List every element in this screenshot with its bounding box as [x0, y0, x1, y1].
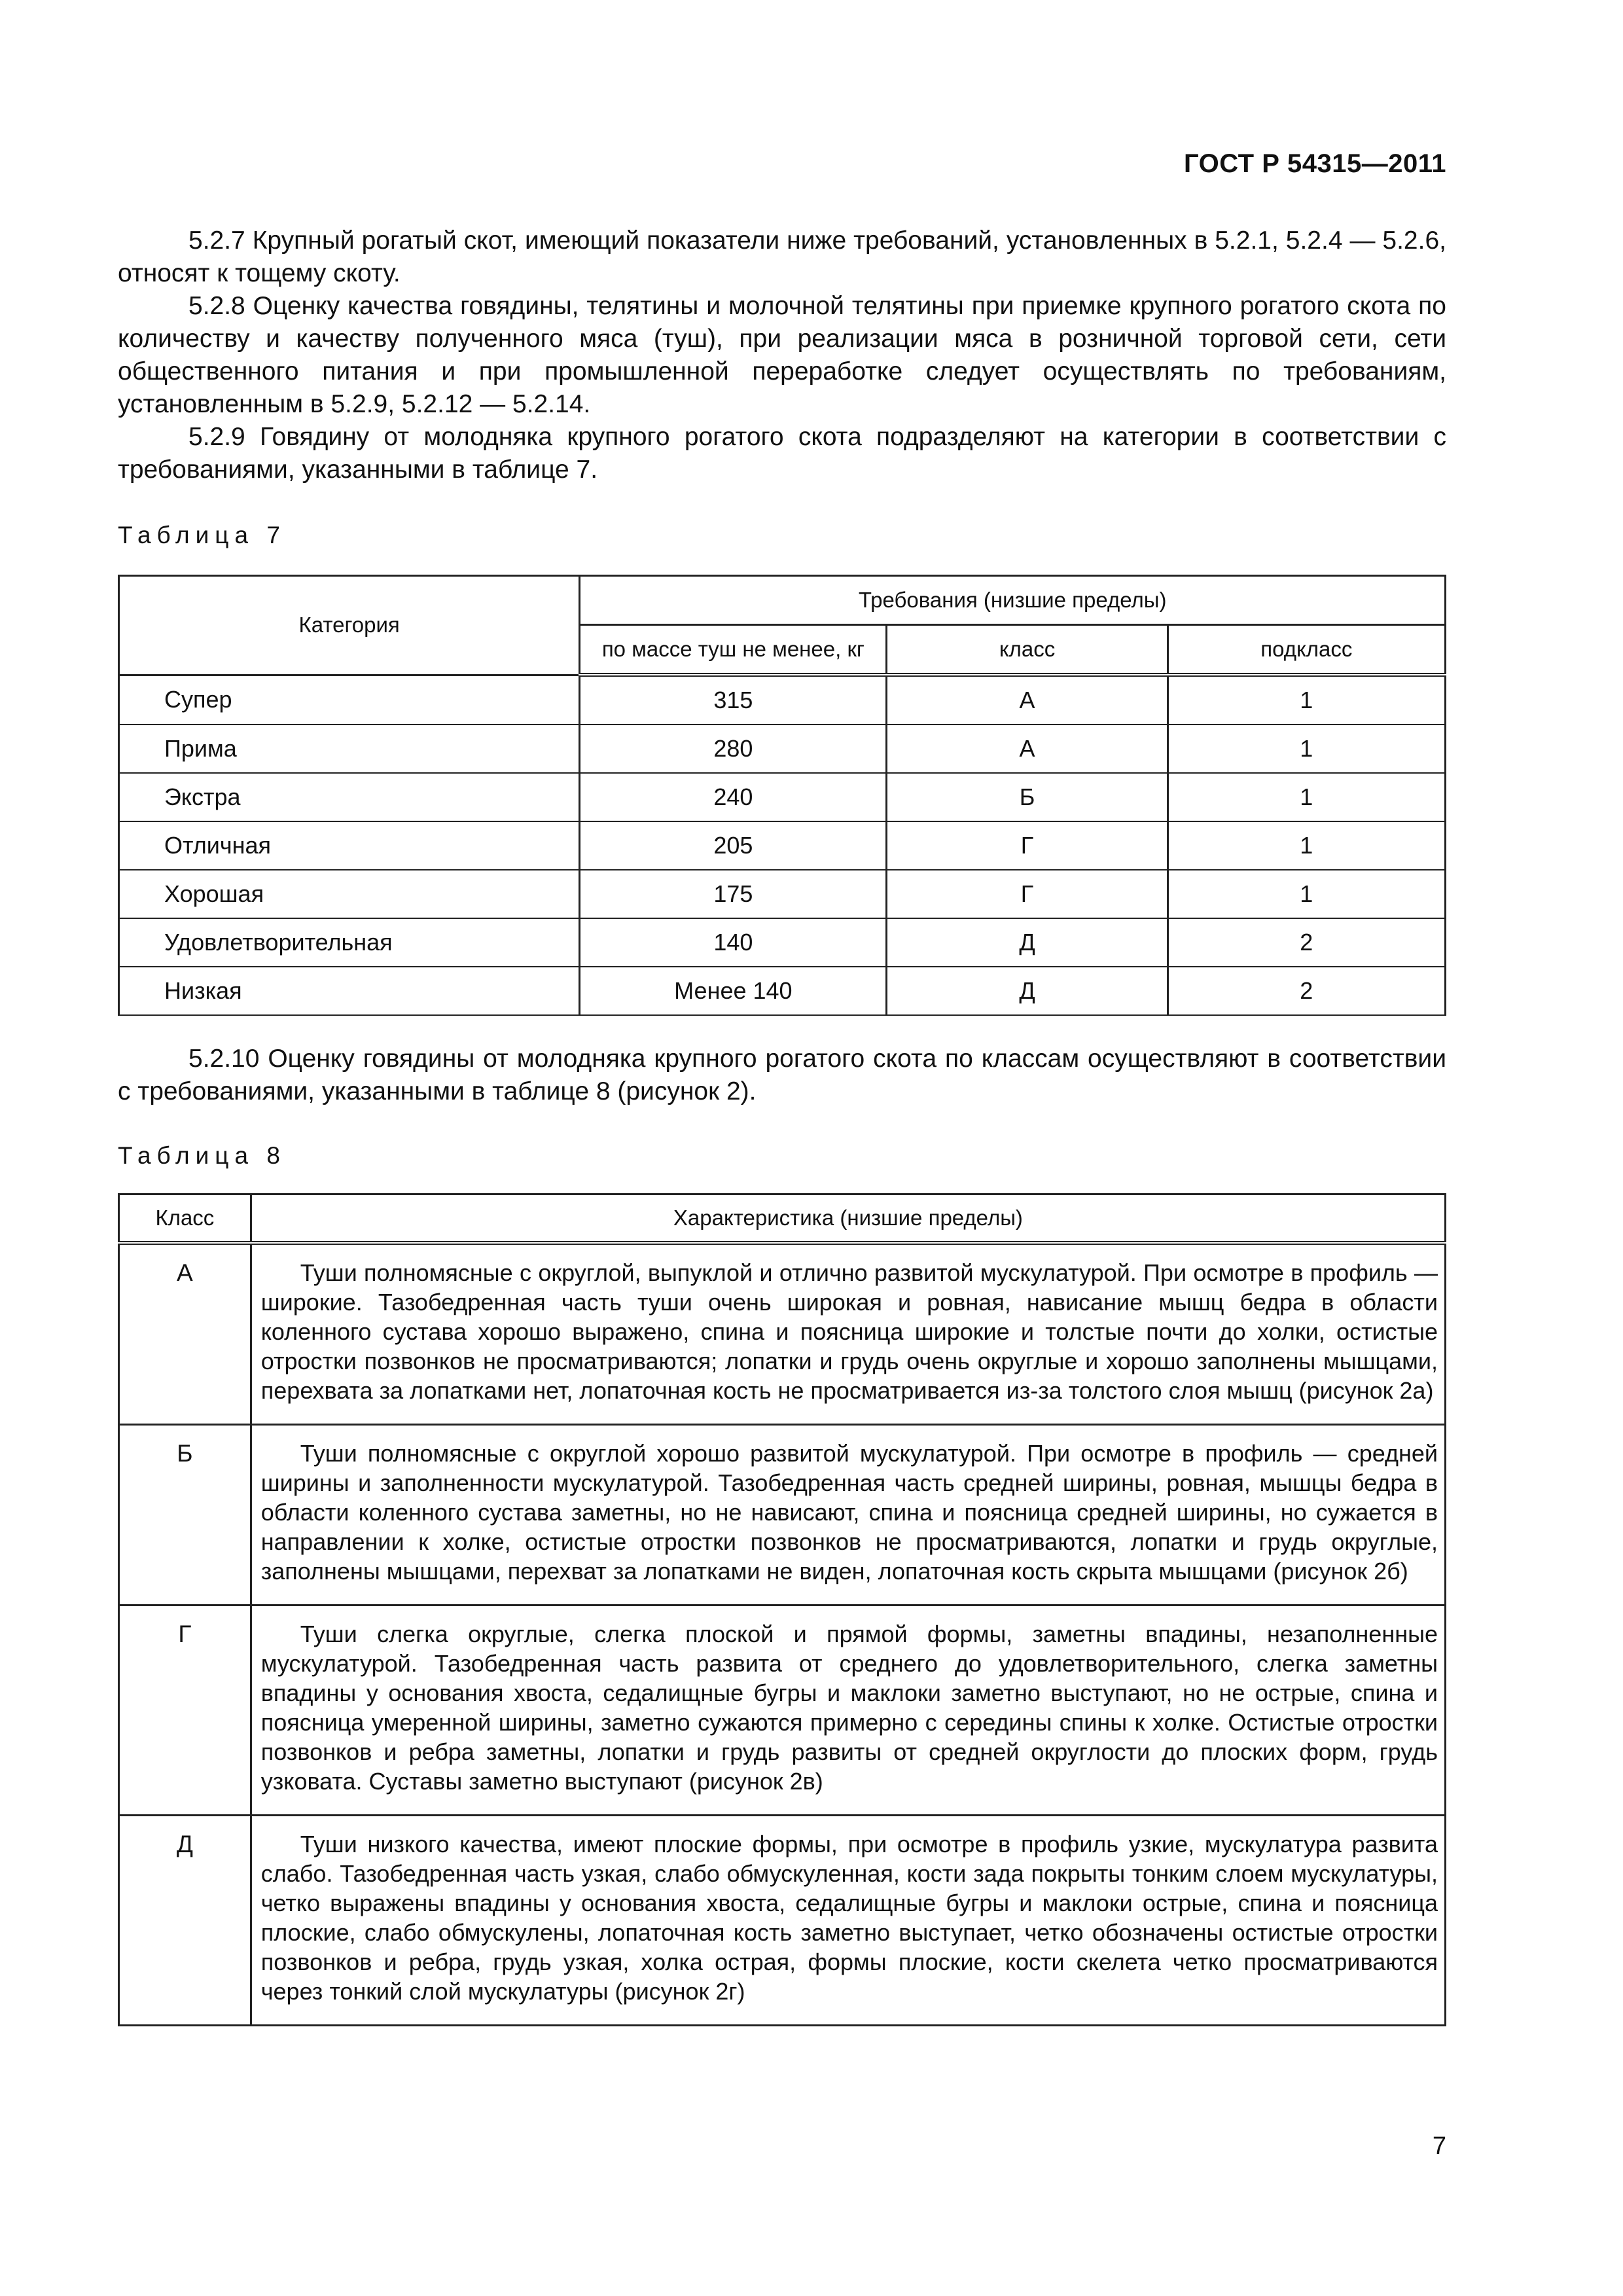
category-cell: Прима [119, 725, 580, 773]
class-cell: А [887, 675, 1168, 725]
characteristic-cell: Туши полномясные с округлой, выпуклой и отлично развитой мускулатурой. При осмотре в профиль — широкие. Тазобедренная часть туши очень широкая и ровная, нависание мышц бедра в области коленного сустава хорошо выражено, спина и поясница широкие и толстые почти до холки, остистые отростки позвонков не просматриваются; лопатки и грудь очень округлые и хорошо заполнены мышцами, перехвата за лопатками нет, лопаточная кость не просматривается из-за толстого слоя мышц (рисунок 2а) [251, 1243, 1445, 1425]
table-row [119, 1425, 1446, 1605]
paragraph-5-2-8: 5.2.8 Оценку качества говядины, телятины и молочной телятины при приемке крупного рогатого скота по количеству и качеству полученного мяса (туш), при реализации мяса в розничной торговой сети, сети общественного питания и при промышленной переработке следует осуществлять по требованиям, установленным в 5.2.9, 5.2.12 — 5.2.14. [118, 292, 1446, 418]
paragraph-5-2-9: 5.2.9 Говядину от молодняка крупного рогатого скота подразделяют на категории в соответствии с требованиями, указанными в таблице 7. [118, 423, 1446, 484]
category-cell: Супер [119, 675, 580, 725]
table-row [119, 725, 1446, 773]
table-7-header-mass: по массе туш не менее, кг [580, 625, 887, 675]
class-cell: А [887, 725, 1168, 773]
table-row [119, 1816, 1446, 2026]
subclass-cell: 2 [1168, 967, 1445, 1015]
table-8-header-class: Класс [119, 1194, 251, 1244]
subclass-cell: 1 [1168, 725, 1445, 773]
body-text-mid [118, 1043, 1446, 1108]
subclass-cell: 1 [1168, 821, 1445, 870]
page-number: 7 [1432, 2132, 1446, 2160]
category-cell: Отличная [119, 821, 580, 870]
category-cell: Хорошая [119, 870, 580, 918]
paragraph-5-2-10: 5.2.10 Оценку говядины от молодняка крупного рогатого скота по классам осуществляют в соответствии с требованиями, указанными в таблице 8 (рисунок 2). [118, 1045, 1446, 1105]
mass-cell: 315 [580, 675, 887, 725]
class-cell: Г [887, 821, 1168, 870]
mass-cell: 140 [580, 918, 887, 967]
table-row [119, 821, 1446, 870]
category-cell: Экстра [119, 773, 580, 821]
table-7-caption: Таблица 7 [118, 522, 286, 548]
table-row [119, 918, 1446, 967]
mass-cell: 175 [580, 870, 887, 918]
class-cell: Д [887, 918, 1168, 967]
table-8 [118, 1193, 1446, 2026]
table-7-header-requirements: Требования (низшие пределы) [580, 576, 1446, 625]
mass-cell: 280 [580, 725, 887, 773]
characteristic-cell: Туши полномясные с округлой хорошо развитой мускулатурой. При осмотре в профиль — средней ширины и заполненности мускулатурой. Тазобедренная часть средней ширины, ровная, мышцы бедра в области коленного сустава заметны, но не нависают, спина и поясница средней ширины, но сужается в направлении к холке, остистые отростки позвонков не просматриваются, лопатки и грудь округлые, заполнены мышцами, перехват за лопатками не виден, лопаточная кость скрыта мышцами (рисунок 2б) [251, 1425, 1445, 1605]
table-7-header-subclass: подкласс [1168, 625, 1445, 675]
table-7-header-category: Категория [119, 576, 580, 675]
table-row [119, 773, 1446, 821]
class-cell: Г [887, 870, 1168, 918]
table-row [119, 675, 1446, 725]
document-id: ГОСТ Р 54315—2011 [1184, 149, 1446, 178]
table-7 [118, 575, 1446, 1016]
characteristic-cell: Туши слегка округлые, слегка плоской и прямой формы, заметны впадины, незаполненные мускулатурой. Тазобедренная часть развита от среднего до удовлетворительного, слегка заметны впадины у основания хвоста, седалищные бугры и маклоки заметно выступают, но не острые, спина и поясница умеренной ширины, заметно сужаются примерно с середины спины к холке. Остистые отростки позвонков и ребра заметны, лопатки и грудь развиты от средней округлости до плоских форм, грудь узковата. Суставы заметно выступают (рисунок 2в) [251, 1605, 1445, 1816]
body-text-top [118, 224, 1446, 486]
mass-cell: Менее 140 [580, 967, 887, 1015]
table-row [119, 967, 1446, 1015]
class-cell: Б [887, 773, 1168, 821]
paragraph-5-2-7: 5.2.7 Крупный рогатый скот, имеющий показатели ниже требований, установленных в 5.2.1, 5.2.4 — 5.2.6, относят к тощему скоту. [118, 226, 1446, 287]
class-cell: А [119, 1243, 251, 1425]
class-cell: Б [119, 1425, 251, 1605]
characteristic-cell: Туши низкого качества, имеют плоские формы, при осмотре в профиль узкие, мускулатура развита слабо. Тазобедренная часть узкая, слабо обмускуленная, кости зада покрыты тонким слоем мускулатуры, четко выражены впадины у основания хвоста, седалищные бугры и маклоки острые, спина и поясница плоские, слабо обмускулены, лопаточная кость заметно выступает, четко обозначены остистые отростки позвонков и ребра, грудь узкая, холка острая, формы плоские, кости скелета четко просматриваются через тонкий слой мускулатуры (рисунок 2г) [251, 1816, 1445, 2026]
subclass-cell: 1 [1168, 773, 1445, 821]
subclass-cell: 1 [1168, 870, 1445, 918]
category-cell: Удовлетворительная [119, 918, 580, 967]
class-cell: Г [119, 1605, 251, 1816]
table-8-caption: Таблица 8 [118, 1142, 286, 1169]
table-row [119, 870, 1446, 918]
mass-cell: 240 [580, 773, 887, 821]
category-cell: Низкая [119, 967, 580, 1015]
table-row [119, 1243, 1446, 1425]
class-cell: Д [887, 967, 1168, 1015]
mass-cell: 205 [580, 821, 887, 870]
class-cell: Д [119, 1816, 251, 2026]
table-row [119, 1605, 1446, 1816]
table-8-header-characteristic: Характеристика (низшие пределы) [251, 1194, 1445, 1244]
subclass-cell: 1 [1168, 675, 1445, 725]
subclass-cell: 2 [1168, 918, 1445, 967]
table-7-header-class: класс [887, 625, 1168, 675]
